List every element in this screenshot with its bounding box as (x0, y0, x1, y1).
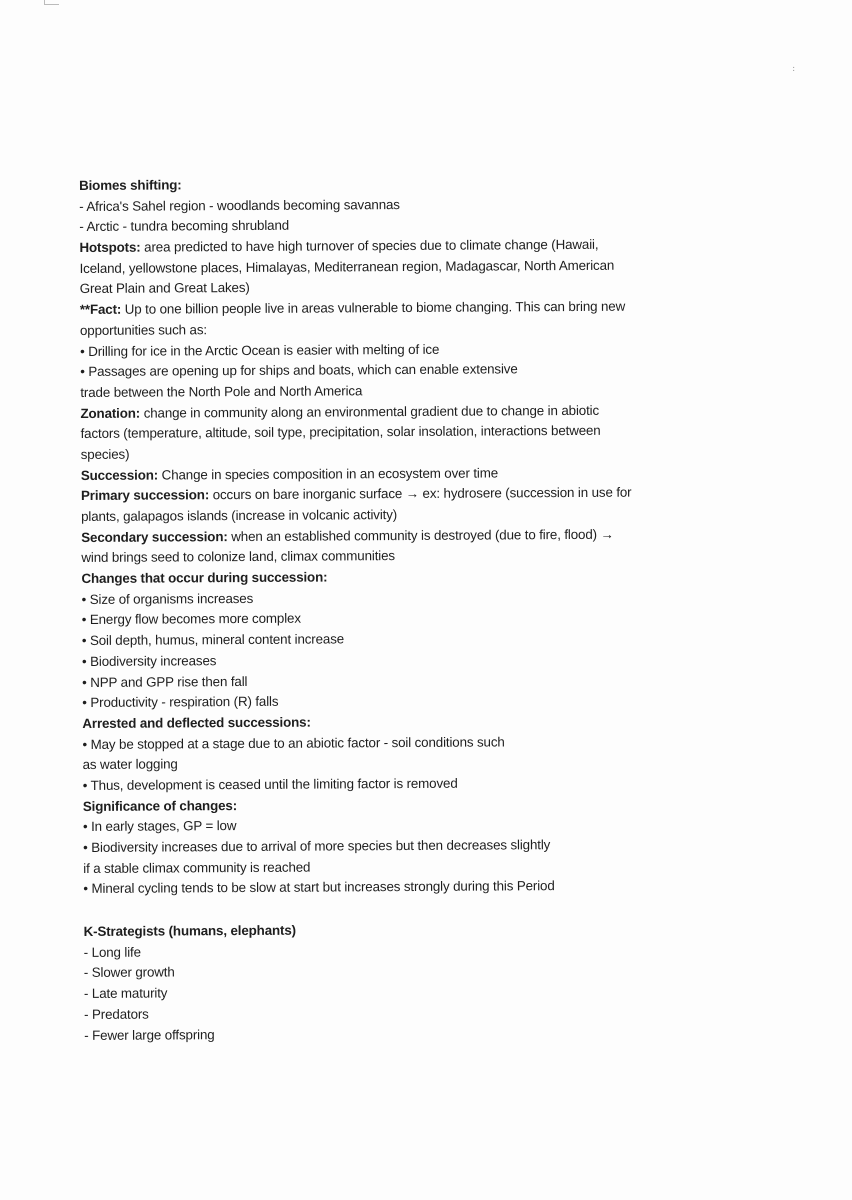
text-line: factors (temperature, altitude, soil type, precipitation, solar insolation, interactions between (80, 423, 601, 442)
list-item: - Long life (83, 944, 141, 960)
list-item: • NPP and GPP rise then fall (82, 673, 248, 690)
primary-succession-definition: Primary succession: occurs on bare inorganic surface → ex: hydrosere (succession in use for (80, 484, 632, 504)
list-item: • Biodiversity increases (81, 652, 217, 669)
list-item: • May be stopped at a stage due to an abiotic factor - soil conditions such (82, 733, 505, 752)
zonation-definition: Zonation: change in community along an environmental gradient due to change in abiotic (80, 402, 600, 421)
biomes-heading: Biomes shifting: (79, 177, 182, 193)
text-line: if a stable climax community is reached (83, 859, 311, 876)
notes-body (79, 172, 744, 1046)
list-item: - Slower growth (83, 964, 175, 981)
significance-heading: Significance of changes: (82, 797, 238, 814)
text-line: opportunities such as: (79, 322, 207, 338)
text-line: wind brings seed to colonize land, climax communities (81, 548, 395, 566)
list-item: - Predators (84, 1006, 149, 1022)
text-line: Iceland, yellowstone places, Himalayas, Mediterranean region, Madagascar, North American (79, 257, 615, 276)
text-line: trade between the North Pole and North America (80, 383, 363, 400)
list-item: - Arctic - tundra becoming shrubland (79, 218, 290, 235)
hotspots-definition: Hotspots: area predicted to have high turnover of species due to climate change (Hawaii, (79, 236, 599, 256)
list-item: - Fewer large offspring (84, 1026, 215, 1043)
fact-paragraph: **Fact: Up to one billion people live in areas vulnerable to biome changing. This can bring new (79, 298, 626, 318)
succession-definition: Succession: Change in species composition in an ecosystem over time (80, 465, 499, 483)
changes-heading: Changes that occur during succession: (81, 569, 328, 587)
list-item: • Size of organisms increases (81, 590, 254, 607)
scan-artifact-dots: · · (792, 62, 799, 76)
text-line: as water logging (82, 756, 178, 773)
list-item: • Energy flow becomes more complex (81, 611, 301, 628)
list-item: • In early stages, GP = low (82, 818, 237, 835)
list-item: • Thus, development is ceased until the limiting factor is removed (82, 775, 458, 793)
list-item: • Passages are opening up for ships and boats, which can enable extensive (80, 361, 518, 380)
text-line: plants, galapagos islands (increase in volcanic activity) (81, 507, 398, 524)
secondary-succession-definition: Secondary succession: when an established community is destroyed (due to fire, flood) → (81, 526, 614, 545)
list-item: - Late maturity (83, 985, 168, 1002)
list-item: • Drilling for ice in the Arctic Ocean is easier with melting of ice (80, 341, 440, 359)
list-item: - Africa's Sahel region - woodlands becoming savannas (79, 196, 400, 214)
scan-artifact-mark (44, 0, 59, 5)
list-item: • Soil depth, humus, mineral content increase (81, 631, 345, 649)
arrested-heading: Arrested and deflected successions: (82, 714, 311, 731)
text-line: Great Plain and Great Lakes) (79, 280, 250, 297)
list-item: • Biodiversity increases due to arrival of more species but then decreases slightly (83, 837, 551, 855)
kstrategists-heading: K-Strategists (humans, elephants) (83, 922, 296, 940)
list-item: • Productivity - respiration (R) falls (82, 693, 279, 711)
list-item: • Mineral cycling tends to be slow at start but increases strongly during this Period (83, 878, 555, 897)
text-line: species) (80, 446, 130, 462)
